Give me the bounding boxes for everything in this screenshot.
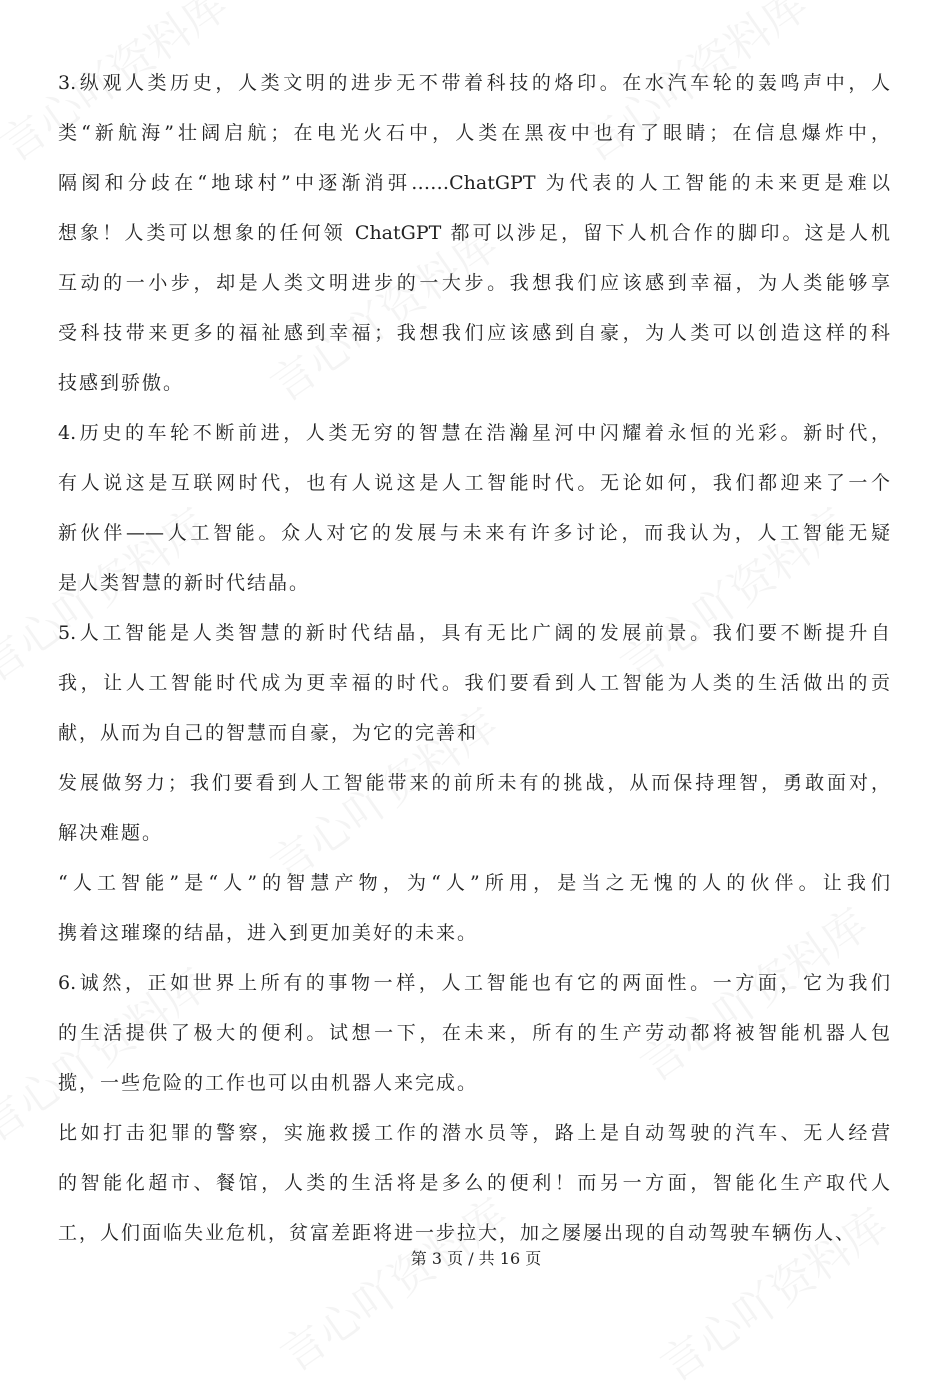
text-line: 献，从而为自己的智慧而自豪，为它的完善和 (58, 722, 479, 744)
text-line: 发展做努力；我们要看到人工智能带来的前所未有的挑战，从而保持理智，勇敢面对， (58, 772, 890, 794)
text-line: 技感到骄傲。 (58, 372, 185, 394)
paragraph (58, 766, 890, 866)
text-line: 想象！人类可以想象的任何领 ChatGPT 都可以涉足，留下人机合作的脚印。这是人机 (58, 222, 890, 244)
document-body (58, 66, 890, 1266)
text-line: 工，人们面临失业危机，贫富差距将进一步拉大，加之屡屡出现的自动驾驶车辆伤人、 (58, 1222, 857, 1244)
page-number-footer: 第 3 页 / 共 16 页 (410, 1249, 542, 1268)
paragraph (58, 866, 890, 966)
text-line: “人工智能”是“人”的智慧产物，为“人”所用，是当之无愧的人的伙伴。让我们 (58, 872, 890, 894)
paragraph (58, 1116, 890, 1266)
text-line: 类“新航海”壮阔启航；在电光火石中，人类在黑夜中也有了眼睛；在信息爆炸中， (58, 122, 890, 144)
text-line: 有人说这是互联网时代，也有人说这是人工智能时代。无论如何，我们都迎来了一个 (58, 472, 890, 494)
text-line: 解决难题。 (58, 822, 164, 844)
text-line: 的生活提供了极大的便利。试想一下，在未来，所有的生产劳动都将被智能机器人包 (58, 1022, 890, 1044)
text-line: 5.人工智能是人类智慧的新时代结晶，具有无比广阔的发展前景。我们要不断提升自 (58, 622, 890, 644)
paragraph (58, 616, 890, 766)
text-line: 6.诚然，正如世界上所有的事物一样，人工智能也有它的两面性。一方面，它为我们 (58, 972, 890, 994)
text-line: 互动的一小步，却是人类文明进步的一大步。我想我们应该感到幸福，为人类能够享 (58, 272, 890, 294)
text-line: 是人类智慧的新时代结晶。 (58, 572, 311, 594)
text-line: 揽，一些危险的工作也可以由机器人来完成。 (58, 1072, 479, 1094)
paragraph (58, 416, 890, 616)
text-line: 3.纵观人类历史，人类文明的进步无不带着科技的烙印。在水汽车轮的轰鸣声中，人 (58, 72, 890, 94)
paragraph (58, 966, 890, 1116)
text-line: 4.历史的车轮不断前进，人类无穷的智慧在浩瀚星河中闪耀着永恒的光彩。新时代， (58, 422, 890, 444)
text-line: 比如打击犯罪的警察，实施救援工作的潜水员等，路上是自动驾驶的汽车、无人经营 (58, 1122, 890, 1144)
paragraph (58, 66, 890, 416)
text-line: 隔阂和分歧在“地球村”中逐渐消弭……ChatGPT 为代表的人工智能的未来更是难以 (58, 172, 890, 194)
text-line: 受科技带来更多的福祉感到幸福；我想我们应该感到自豪，为人类可以创造这样的科 (58, 322, 890, 344)
text-line: 携着这璀璨的结晶，进入到更加美好的未来。 (58, 922, 479, 944)
text-line: 的智能化超市、餐馆，人类的生活将是多么的便利！而另一方面，智能化生产取代人 (58, 1172, 890, 1194)
text-line: 新伙伴——人工智能。众人对它的发展与未来有许多讨论，而我认为，人工智能无疑 (58, 522, 890, 544)
text-line: 我，让人工智能时代成为更幸福的时代。我们要看到人工智能为人类的生活做出的贡 (58, 672, 890, 694)
